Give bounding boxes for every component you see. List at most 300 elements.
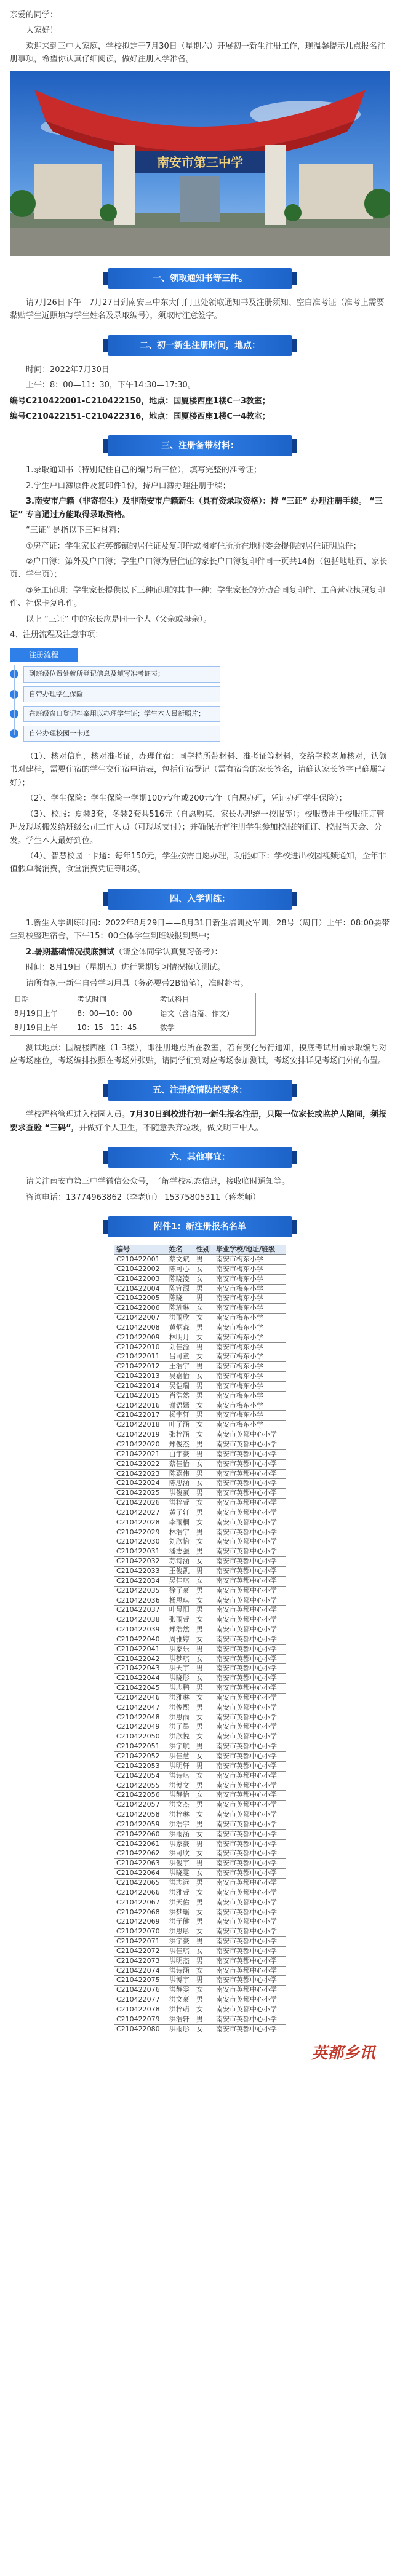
roster-cell: C210422035: [114, 1586, 167, 1596]
roster-cell: C210422042: [114, 1654, 167, 1664]
roster-cell: 男: [194, 1606, 214, 1615]
flow-step: 自带办理校园一卡通: [10, 726, 231, 742]
roster-cell: 男: [194, 1586, 214, 1596]
roster-cell: 洪雨涵: [167, 1829, 194, 1839]
roster-cell: 洪明轩: [167, 1761, 194, 1771]
roster-cell: 女: [194, 1333, 214, 1342]
roster-cell: 女: [194, 1927, 214, 1937]
roster-cell: 吴佳琪: [167, 1576, 194, 1586]
table-row: [114, 1761, 286, 1771]
three-docs-note: “三证” 是指以下三种材料：: [26, 526, 125, 536]
roster-cell: C210422048: [114, 1713, 167, 1722]
roster-cell: 南安市英都中心小学: [214, 1820, 286, 1829]
table-row: [114, 1489, 286, 1499]
table-row: [114, 1362, 286, 1372]
roster-cell: 男: [194, 1342, 214, 1352]
flow-title: 注册流程: [10, 648, 78, 663]
roster-cell: C210422062: [114, 1849, 167, 1859]
roster-cell: C210422040: [114, 1635, 167, 1644]
roster-cell: C210422064: [114, 1869, 167, 1879]
table-row: [114, 1995, 286, 2005]
roster-cell: 洪文杰: [167, 1801, 194, 1810]
roster-cell: C210422015: [114, 1391, 167, 1401]
table-row: [114, 2005, 286, 2015]
table-row: [114, 1304, 286, 1314]
roster-cell: 南安市英都中心小学: [214, 1606, 286, 1615]
roster-cell: C210422041: [114, 1644, 167, 1654]
roster-cell: 洪子健: [167, 1917, 194, 1927]
table-row: [114, 1274, 286, 1284]
section-6-banner: [108, 1147, 292, 1168]
roster-cell: C210422072: [114, 1946, 167, 1956]
roster-cell: 南安市英都中心小学: [214, 1966, 286, 1976]
section-3-banner: [108, 435, 292, 456]
material-item-3: 3.南安市户籍（非寄宿生）及非南安市户籍新生（具有资录取资格）：持 “三证” 办理注册手续。 “三证” 专言通过方能取得录取资格。: [10, 497, 383, 520]
roster-cell: 男: [194, 1898, 214, 1908]
roster-cell: 女: [194, 1810, 214, 1820]
roster-cell: 蔡佳怡: [167, 1459, 194, 1469]
roster-cell: 南安市梅东小学: [214, 1304, 286, 1314]
roster-cell: 洪欣悦: [167, 1732, 194, 1742]
registration-room-1: 编号C210422001-C210422150，地点：国厦楼西座1楼C一3教室；: [10, 396, 270, 406]
table-row: [114, 1644, 286, 1654]
roster-cell: 南安市梅东小学: [214, 1254, 286, 1264]
table-row: [114, 1586, 286, 1596]
roster-cell: 南安市英都中心小学: [214, 1489, 286, 1499]
roster-cell: 洪雅琳: [167, 1693, 194, 1703]
contact-phone: 咨询电话：13774963862（李老师） 15375805311（蒋老师）: [26, 1192, 261, 1202]
roster-cell: 南安市英都中心小学: [214, 1430, 286, 1440]
table-row: [114, 1966, 286, 1976]
roster-cell: 叶晨阳: [167, 1606, 194, 1615]
epidemic-body: 学校严格管理进入校园人员。7月30日到校进行初一新生报名注册，只限一位家长或监护人陪同，须报要求查验 “三码”，并做好个人卫生，不随意丢弃垃圾，做文明三中人。: [10, 1110, 387, 1133]
table-row: [114, 1323, 286, 1333]
roster-cell: 女: [194, 1752, 214, 1762]
roster-cell: 南安市英都中心小学: [214, 1908, 286, 1917]
roster-cell: C210422080: [114, 2024, 167, 2034]
roster-cell: 南安市英都中心小学: [214, 1869, 286, 1879]
roster-cell: 男: [194, 1820, 214, 1829]
roster-cell: 南安市英都中心小学: [214, 1791, 286, 1801]
roster-cell: 南安市英都中心小学: [214, 1888, 286, 1898]
roster-cell: 张雨萱: [167, 1615, 194, 1625]
roster-cell: 女: [194, 1693, 214, 1703]
roster-cell: 男: [194, 1294, 214, 1304]
roster-cell: C210422076: [114, 1986, 167, 1995]
roster-cell: 女: [194, 1314, 214, 1323]
roster-cell: 南安市梅东小学: [214, 1401, 286, 1411]
roster-cell: 陈可心: [167, 1264, 194, 1274]
roster-cell: 徐子豪: [167, 1586, 194, 1596]
roster-cell: 洪宇豪: [167, 1937, 194, 1947]
section-1-title: 一、领取通知书等三件。: [153, 273, 247, 283]
roster-cell: C210422057: [114, 1801, 167, 1810]
other-matters: 请关注南安市第三中学微信公众号，了解学校动态信息，接收临时通知等。: [26, 1177, 290, 1187]
note-2: （2）、学生保险：学生保险一学期100元/年或200元/年（自愿办理，凭证办理学生保险）；: [26, 794, 347, 804]
roster-cell: 男: [194, 2015, 214, 2024]
table-row: [114, 1381, 286, 1391]
training-time: 1.新生入学训练时间：2022年8月29日——8月31日新生培训及军训，28号（周日）上午：08:00要带生到校整理宿舍，下午15：00全体学生到班级报到集中；: [10, 918, 390, 941]
roster-cell: 吴恺瑞: [167, 1381, 194, 1391]
roster-cell: C210422075: [114, 1976, 167, 1986]
roster-cell: 南安市英都中心小学: [214, 1995, 286, 2005]
table-row: [114, 1810, 286, 1820]
table-row: [114, 1401, 286, 1411]
roster-cell: 男: [194, 1566, 214, 1576]
table-row: [114, 1314, 286, 1323]
roster-cell: 刘欣怡: [167, 1537, 194, 1547]
roster-cell: 男: [194, 1917, 214, 1927]
roster-cell: 南安市英都中心小学: [214, 1644, 286, 1654]
section-2-title: 二、初一新生注册时间，地点：: [140, 340, 260, 351]
roster-cell: C210422056: [114, 1791, 167, 1801]
roster-cell: 男: [194, 1878, 214, 1888]
roster-cell: C210422031: [114, 1547, 167, 1557]
roster-cell: 男: [194, 1956, 214, 1966]
table-row: [114, 1264, 286, 1274]
table-row: [114, 1859, 286, 1869]
roster-cell: 女: [194, 1986, 214, 1995]
roster-cell: 女: [194, 1674, 214, 1684]
roster-cell: 南安市梅东小学: [214, 1352, 286, 1362]
roster-cell: C210422021: [114, 1449, 167, 1459]
roster-cell: 男: [194, 1391, 214, 1401]
roster-cell: C210422032: [114, 1557, 167, 1567]
table-row: [114, 1801, 286, 1810]
roster-cell: 男: [194, 1625, 214, 1635]
table-row: [114, 1946, 286, 1956]
roster-cell: 南安市英都中心小学: [214, 1528, 286, 1537]
table-row: [114, 1557, 286, 1567]
roster-cell: 吕可童: [167, 1352, 194, 1362]
table-row: [114, 1976, 286, 1986]
table-row: [114, 1937, 286, 1947]
roster-cell: C210422002: [114, 1264, 167, 1274]
roster-cell: C210422069: [114, 1917, 167, 1927]
roster-cell: 郑浩然: [167, 1625, 194, 1635]
roster-cell: 洪子墨: [167, 1722, 194, 1732]
footer: [10, 2034, 390, 2077]
roster-cell: C210422013: [114, 1372, 167, 1382]
roster-cell: 南安市英都中心小学: [214, 1946, 286, 1956]
roster-cell: C210422054: [114, 1771, 167, 1781]
roster-cell: 女: [194, 1849, 214, 1859]
roster-cell: 男: [194, 1976, 214, 1986]
roster-cell: 洪宇航: [167, 1742, 194, 1752]
table-row: [114, 1430, 286, 1440]
roster-cell: 南安市英都中心小学: [214, 1596, 286, 1606]
doc-2: ②户口簿：第外及户口簿；学生户口簿为居住证的家长户口簿复印件同一页共14份（包括地址页、家长页、学生页）；: [10, 557, 388, 580]
doc-1: ①房产证：学生家长在英都镇的居住证及复印件或图定住所所在地村委会提供的居住证明原件；: [26, 541, 361, 551]
roster-cell: 南安市英都中心小学: [214, 1635, 286, 1644]
roster-cell: 女: [194, 1966, 214, 1976]
roster-cell: 洪梓琳: [167, 1810, 194, 1820]
roster-cell: 南安市英都中心小学: [214, 2005, 286, 2015]
roster-cell: 女: [194, 2024, 214, 2034]
roster-cell: 南安市英都中心小学: [214, 1859, 286, 1869]
roster-cell: C210422020: [114, 1440, 167, 1450]
table-row: [114, 1625, 286, 1635]
roster-cell: 女: [194, 1732, 214, 1742]
test-heading: 2.暑期基础情况摸底测试（请全体同学认真复习备考）：: [26, 947, 223, 957]
roster-cell: 南安市英都中心小学: [214, 1499, 286, 1508]
roster-cell: 男: [194, 1362, 214, 1372]
roster-cell: 女: [194, 1499, 214, 1508]
roster-cell: 男: [194, 1859, 214, 1869]
roster-cell: 男: [194, 1469, 214, 1479]
roster-cell: 女: [194, 1518, 214, 1528]
roster-cell: C210422049: [114, 1722, 167, 1732]
roster-cell: 女: [194, 1372, 214, 1382]
table-header-row: 日期 考试时间 考试科目: [10, 993, 256, 1007]
table-row: [114, 1615, 286, 1625]
table-row: [114, 1849, 286, 1859]
hello: 大家好！: [26, 26, 58, 36]
roster-cell: 杨宇轩: [167, 1411, 194, 1421]
roster-cell: C210422068: [114, 1908, 167, 1917]
roster-cell: 男: [194, 1801, 214, 1810]
roster-cell: 南安市英都中心小学: [214, 1722, 286, 1732]
roster-cell: 女: [194, 1791, 214, 1801]
roster-cell: 洪静雯: [167, 1986, 194, 1995]
roster-cell: C210422007: [114, 1314, 167, 1323]
roster-cell: 南安市英都中心小学: [214, 1781, 286, 1791]
roster-cell: C210422079: [114, 2015, 167, 2024]
roster-cell: 陈晓: [167, 1294, 194, 1304]
roster-cell: 黄子轩: [167, 1508, 194, 1518]
table-row: [114, 1713, 286, 1722]
roster-cell: 洪天佑: [167, 1898, 194, 1908]
roster-cell: 南安市英都中心小学: [214, 1654, 286, 1664]
table-row: [114, 1888, 286, 1898]
roster-cell: 南安市梅东小学: [214, 1362, 286, 1372]
roster-cell: 洪博宇: [167, 1976, 194, 1986]
roster-cell: C210422037: [114, 1606, 167, 1615]
roster-cell: 白宇豪: [167, 1449, 194, 1459]
table-row: [114, 1654, 286, 1664]
table-row: [114, 1908, 286, 1917]
roster-cell: 女: [194, 1430, 214, 1440]
roster-cell: 男: [194, 1722, 214, 1732]
roster-cell: 女: [194, 1946, 214, 1956]
table-row: [114, 1703, 286, 1713]
section-4-title: 四、入学训练：: [170, 894, 230, 904]
roster-cell: 男: [194, 1508, 214, 1518]
roster-cell: 洪天宇: [167, 1664, 194, 1674]
roster-cell: 南安市英都中心小学: [214, 1440, 286, 1450]
roster-cell: C210422023: [114, 1469, 167, 1479]
table-row: [114, 1528, 286, 1537]
roster-cell: C210422074: [114, 1966, 167, 1976]
roster-cell: C210422028: [114, 1518, 167, 1528]
roster-cell: 女: [194, 1304, 214, 1314]
table-row: [114, 1411, 286, 1421]
roster-cell: 洪静怡: [167, 1791, 194, 1801]
roster-cell: 男: [194, 1254, 214, 1264]
roster-cell: 洪可欣: [167, 1849, 194, 1859]
flow-step: 自带办理学生保险: [10, 686, 231, 702]
table-row: [114, 1440, 286, 1450]
roster-cell: 洪梦琪: [167, 1654, 194, 1664]
roster-cell: 男: [194, 1644, 214, 1654]
table-row: [114, 1333, 286, 1342]
roster-cell: 洪诗涵: [167, 1966, 194, 1976]
section-5-banner: [108, 1080, 292, 1101]
roster-cell: 洪志鹏: [167, 1684, 194, 1694]
roster-cell: 男: [194, 1284, 214, 1294]
roster-cell: 洪佳慧: [167, 1752, 194, 1762]
roster-cell: 潘志强: [167, 1547, 194, 1557]
roster-cell: 南安市梅东小学: [214, 1421, 286, 1430]
table-row: [114, 1878, 286, 1888]
roster-cell: 南安市梅东小学: [214, 1294, 286, 1304]
table-row: [114, 1254, 286, 1264]
roster-cell: C210422050: [114, 1732, 167, 1742]
table-row: [114, 1508, 286, 1518]
table-row: [114, 1479, 286, 1489]
roster-cell: 女: [194, 1654, 214, 1664]
roster-cell: 男: [194, 1839, 214, 1849]
roster-cell: C210422052: [114, 1752, 167, 1762]
table-row: [114, 1284, 286, 1294]
roster-cell: C210422065: [114, 1878, 167, 1888]
test-location: 测试地点：国厦楼西座（1-3楼），即注册地点所在教室，若有变化另行通知，摸底考试用前录取编号对应考场座位，考场编排按照在考场外张贴，请同学们到对应考场参加测试，考场安排详见考场门外的布置。: [10, 1043, 387, 1066]
roster-cell: 南安市英都中心小学: [214, 1674, 286, 1684]
roster-cell: 南安市梅东小学: [214, 1323, 286, 1333]
section-2-banner: [108, 335, 292, 356]
roster-cell: 洪浩轩: [167, 2015, 194, 2024]
roster-cell: 洪博文: [167, 1781, 194, 1791]
roster-cell: 洪家豪: [167, 1839, 194, 1849]
roster-cell: 谢语嫣: [167, 1401, 194, 1411]
roster-cell: 女: [194, 1479, 214, 1489]
table-row: [114, 1869, 286, 1879]
roster-cell: 南安市英都中心小学: [214, 1684, 286, 1694]
roster-cell: C210422018: [114, 1421, 167, 1430]
table-row: [114, 1839, 286, 1849]
roster-cell: 洪雨欣: [167, 1314, 194, 1323]
table-row: [114, 1294, 286, 1304]
table-row: [114, 1449, 286, 1459]
roster-cell: 南安市英都中心小学: [214, 1566, 286, 1576]
registration-flowchart: [10, 648, 231, 742]
roster-cell: 南安市梅东小学: [214, 1274, 286, 1284]
roster-cell: 张梓涵: [167, 1430, 194, 1440]
student-roster-table: [114, 1245, 286, 2034]
roster-cell: 女: [194, 1459, 214, 1469]
roster-cell: 南安市英都中心小学: [214, 1459, 286, 1469]
roster-cell: 南安市英都中心小学: [214, 1742, 286, 1752]
site-logo: 英都乡讯: [311, 2044, 375, 2063]
roster-cell: C210422038: [114, 1615, 167, 1625]
roster-cell: 肖浩然: [167, 1391, 194, 1401]
roster-cell: 南安市英都中心小学: [214, 1801, 286, 1810]
roster-cell: 男: [194, 1684, 214, 1694]
roster-cell: 南安市英都中心小学: [214, 1752, 286, 1762]
table-row: [114, 1674, 286, 1684]
roster-cell: 林浩宇: [167, 1528, 194, 1537]
note-3: （3）、校服：夏装3套，冬装2套共516元（自愿购买，家长办理统一校服等）；校服费用于校服征订管理及现场搬发给班级公司工作人员（可现场支付）；并确保所有注册学生参加校服的征订、校服当天会、分发。学生本人最好到位。: [10, 809, 385, 846]
roster-cell: 南安市梅东小学: [214, 1284, 286, 1294]
roster-cell: C210422044: [114, 1674, 167, 1684]
roster-cell: 林明月: [167, 1333, 194, 1342]
roster-cell: 男: [194, 1449, 214, 1459]
roster-cell: 洪思彤: [167, 1927, 194, 1937]
table-row: [114, 1596, 286, 1606]
test-materials: 请所有初一新生自带学习用具（务必要带2B铅笔），准时赴考。: [26, 978, 249, 988]
roster-cell: C210422078: [114, 2005, 167, 2015]
roster-cell: C210422004: [114, 1284, 167, 1294]
table-row: [114, 1829, 286, 1839]
table-row: [114, 2015, 286, 2024]
roster-cell: 杨思琪: [167, 1596, 194, 1606]
roster-cell: 刘佳源: [167, 1342, 194, 1352]
roster-cell: 南安市英都中心小学: [214, 1917, 286, 1927]
table-row: [114, 1684, 286, 1694]
roster-cell: 男: [194, 1489, 214, 1499]
roster-cell: 南安市英都中心小学: [214, 1537, 286, 1547]
roster-cell: 南安市英都中心小学: [214, 1576, 286, 1586]
table-row: [114, 1781, 286, 1791]
table-row: [114, 1566, 286, 1576]
table-row: [114, 1664, 286, 1674]
roster-cell: C210422045: [114, 1684, 167, 1694]
roster-cell: C210422053: [114, 1761, 167, 1771]
table-row: [114, 1917, 286, 1927]
roster-cell: 南安市英都中心小学: [214, 1927, 286, 1937]
table-row: [114, 1421, 286, 1430]
greeting: 亲爱的同学：: [10, 10, 58, 20]
roster-cell: 南安市英都中心小学: [214, 1956, 286, 1966]
roster-cell: 苏诗涵: [167, 1557, 194, 1567]
roster-cell: C210422024: [114, 1479, 167, 1489]
roster-cell: 南安市英都中心小学: [214, 1976, 286, 1986]
roster-cell: 男: [194, 1323, 214, 1333]
roster-cell: 女: [194, 1576, 214, 1586]
roster-cell: 南安市英都中心小学: [214, 1810, 286, 1820]
roster-cell: 男: [194, 1742, 214, 1752]
roster-cell: 南安市梅东小学: [214, 1411, 286, 1421]
roster-cell: C210422030: [114, 1537, 167, 1547]
roster-cell: 周雅婷: [167, 1635, 194, 1644]
roster-cell: 南安市英都中心小学: [214, 1615, 286, 1625]
roster-cell: 女: [194, 1557, 214, 1567]
roster-cell: 男: [194, 1381, 214, 1391]
roster-cell: 洪梓萌: [167, 2005, 194, 2015]
flow-step: 在班级窗口登记档案用以办理学生证；学生本人最新照片；: [10, 706, 231, 722]
roster-cell: 南安市英都中心小学: [214, 1849, 286, 1859]
roster-cell: 南安市英都中心小学: [214, 1664, 286, 1674]
doc-note: 以上 “三证” 中的家长应是同一个人（父亲或母亲）。: [26, 614, 212, 624]
roster-cell: 男: [194, 1781, 214, 1791]
roster-cell: C210422011: [114, 1352, 167, 1362]
roster-cell: C210422001: [114, 1254, 167, 1264]
roster-cell: 女: [194, 1274, 214, 1284]
roster-cell: 男: [194, 1937, 214, 1947]
table-row: [114, 1391, 286, 1401]
roster-cell: C210422006: [114, 1304, 167, 1314]
roster-cell: 南安市英都中心小学: [214, 1713, 286, 1722]
note-1: （1）、核对信息，核对准考证，办理住宿：同学持所带材料、准考证等材料，交给学校老师核对，认领书对建档，需要住宿的学生交住宿申请表，包括住宿登记（需有宿舍的家长签名，请确认家长签字已确属写好）；: [10, 751, 387, 788]
roster-cell: 南安市英都中心小学: [214, 1703, 286, 1713]
roster-cell: 南安市英都中心小学: [214, 1518, 286, 1528]
roster-header-row: 编号 姓名 性别 毕业学校/地址/班级: [114, 1245, 286, 1255]
table-row: [114, 1986, 286, 1995]
roster-cell: 南安市英都中心小学: [214, 2024, 286, 2034]
roster-cell: 洪梦瑶: [167, 1908, 194, 1917]
roster-cell: C210422014: [114, 1381, 167, 1391]
roster-cell: C210422019: [114, 1430, 167, 1440]
